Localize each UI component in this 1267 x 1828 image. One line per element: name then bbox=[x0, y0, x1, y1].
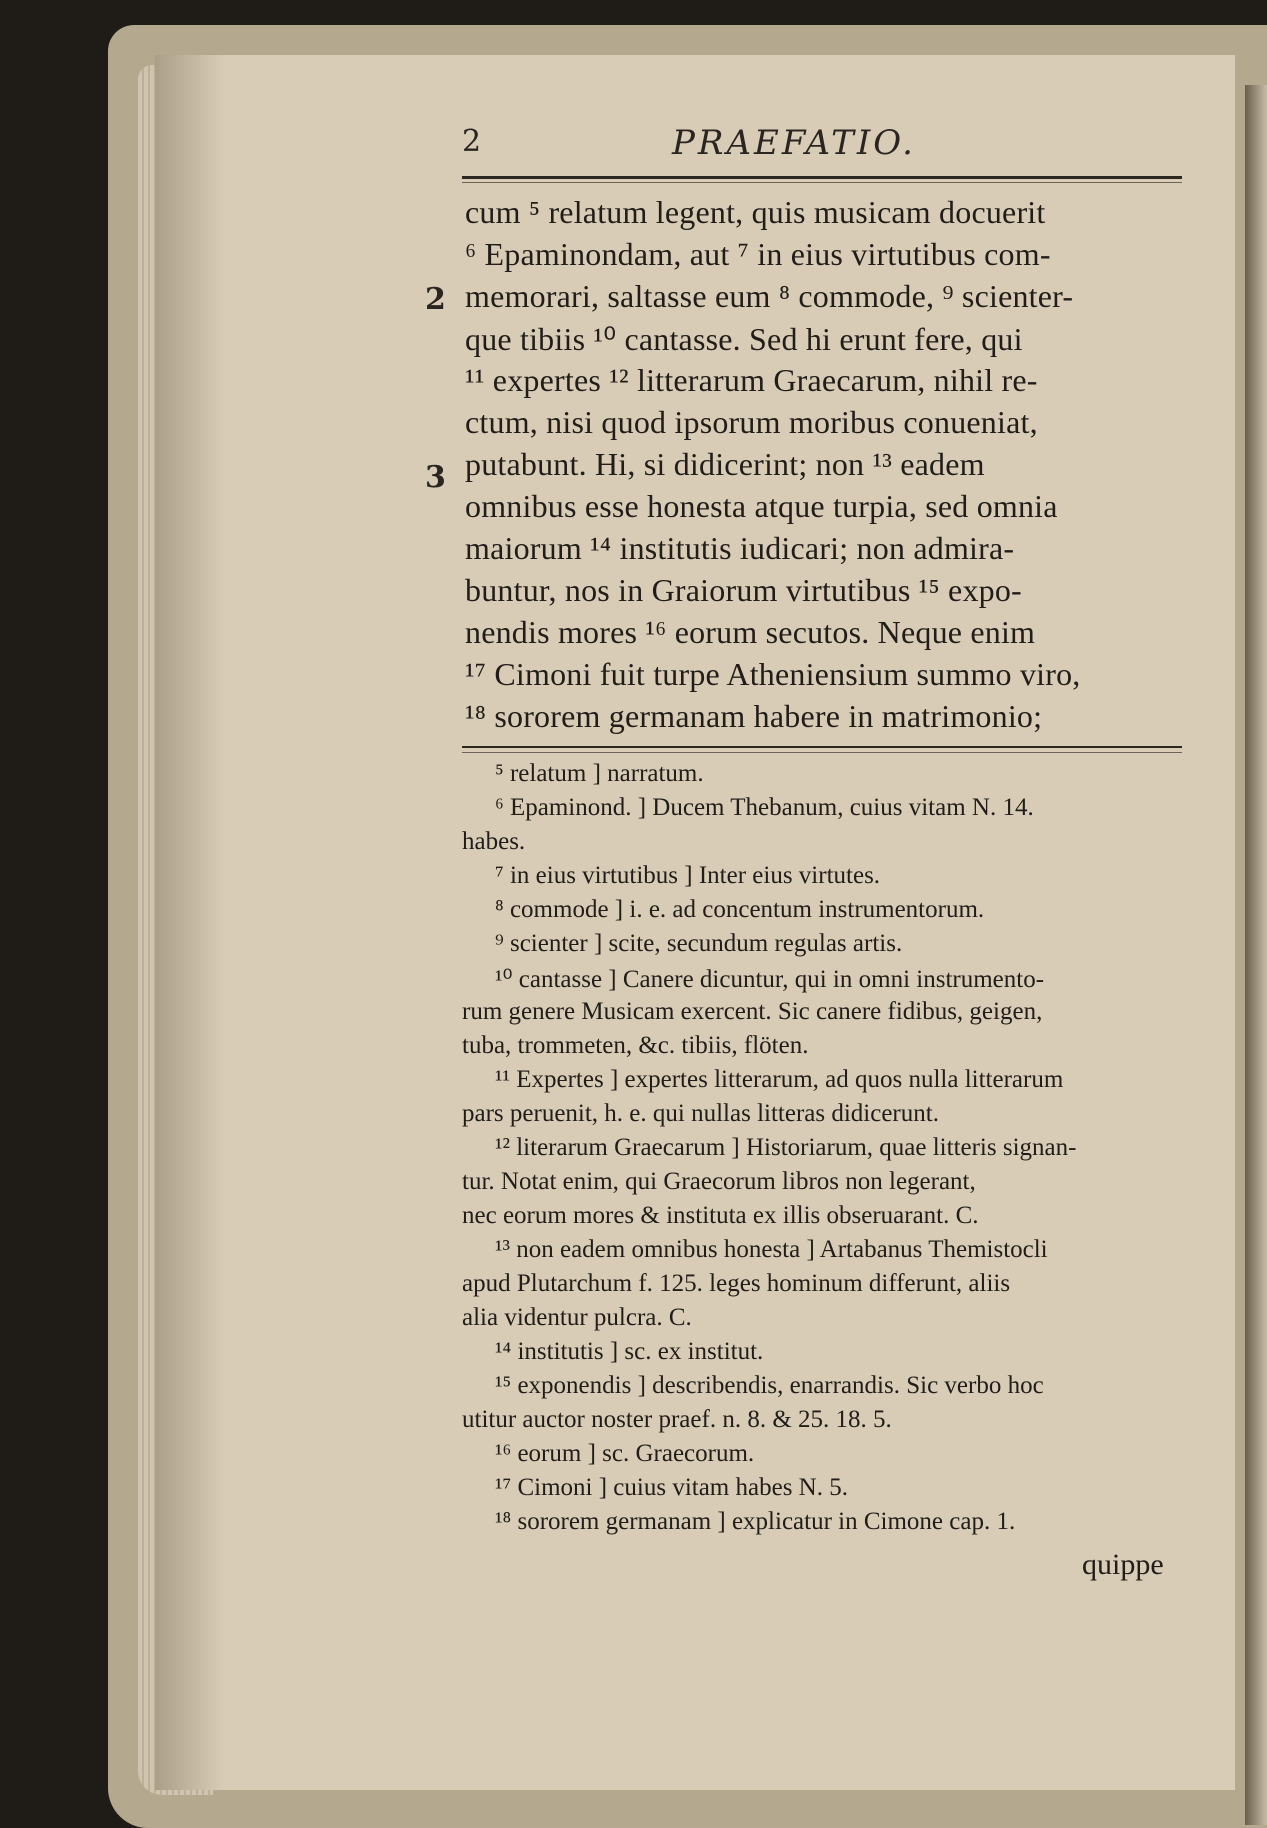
footnote-line: habes. bbox=[462, 828, 526, 855]
text-line: nendis mores ¹⁶ eorum secutos. Neque enim bbox=[465, 614, 1036, 650]
text-line: ¹⁸ sororem germanam habere in matrimonio; bbox=[465, 698, 1043, 734]
footnote-line: ¹⁷ Cimoni ] cuius vitam habes N. 5. bbox=[495, 1474, 848, 1501]
footnote-line: tuba, trommeten, &c. tibiis, flöten. bbox=[462, 1032, 809, 1059]
margin-number: 3 bbox=[425, 460, 446, 495]
margin-number: 2 bbox=[425, 282, 446, 317]
text-line: ¹¹ expertes ¹² litterarum Graecarum, nihil re- bbox=[465, 362, 1038, 398]
footnote-line: apud Plutarchum f. 125. leges hominum differunt, aliis bbox=[462, 1270, 1011, 1297]
footnote-line: ⁹ scienter ] scite, secundum regulas artis. bbox=[495, 930, 903, 957]
footnote-line: ¹⁵ exponendis ] describendis, enarrandis. Sic verbo hoc bbox=[495, 1372, 1044, 1399]
footnote-line: ¹⁰ cantasse ] Canere dicuntur, qui in omni instrumento- bbox=[495, 966, 1045, 993]
text-line: omnibus esse honesta atque turpia, sed omnia bbox=[465, 488, 1058, 524]
footnote-line: ⁶ Epaminond. ] Ducem Thebanum, cuius vitam N. 14. bbox=[495, 794, 1034, 821]
footnote-line: ⁵ relatum ] narratum. bbox=[495, 760, 704, 787]
footnote-line: rum genere Musicam exercent. Sic canere fidibus, geigen, bbox=[462, 998, 1043, 1025]
right-page-edge bbox=[1245, 85, 1267, 1825]
footnote-rule bbox=[462, 746, 1182, 748]
footnote-rule-thin bbox=[462, 752, 1182, 753]
gutter-shadow bbox=[155, 55, 225, 1790]
header-rule bbox=[462, 176, 1182, 179]
footnote-line: ¹⁴ institutis ] sc. ex institut. bbox=[495, 1338, 764, 1365]
footnote-line: ¹¹ Expertes ] expertes litterarum, ad quos nulla litterarum bbox=[495, 1066, 1064, 1093]
footnote-line: ¹³ non eadem omnibus honesta ] Artabanus Themistocli bbox=[495, 1236, 1048, 1263]
footnote-line: ⁷ in eius virtutibus ] Inter eius virtutes. bbox=[495, 862, 881, 889]
page-title: PRAEFATIO. bbox=[672, 123, 916, 163]
footnote-line: ⁸ commode ] i. e. ad concentum instrumentorum. bbox=[495, 896, 985, 923]
footnote-line: pars peruenit, h. e. qui nullas litteras didicerunt. bbox=[462, 1100, 939, 1127]
footnote-line: ¹⁸ sororem germanam ] explicatur in Cimone cap. 1. bbox=[495, 1508, 1016, 1535]
page-number: 2 bbox=[462, 124, 482, 159]
text-line: ¹⁷ Cimoni fuit turpe Atheniensium summo viro, bbox=[465, 656, 1081, 692]
text-line: maiorum ¹⁴ institutis iudicari; non admira- bbox=[465, 530, 1015, 566]
footnote-line: ¹² literarum Graecarum ] Historiarum, quae litteris signan- bbox=[495, 1134, 1077, 1161]
text-line: ctum, nisi quod ipsorum moribus conueniat, bbox=[465, 404, 1038, 440]
footnote-line: ¹⁶ eorum ] sc. Graecorum. bbox=[495, 1440, 755, 1467]
text-line: memorari, saltasse eum ⁸ commode, ⁹ scienter- bbox=[465, 278, 1074, 314]
footnote-line: tur. Notat enim, qui Graecorum libros non legerant, bbox=[462, 1168, 976, 1195]
text-line: ⁶ Epaminondam, aut ⁷ in eius virtutibus com- bbox=[465, 236, 1051, 272]
catchword: quippe bbox=[1082, 1548, 1164, 1581]
text-line: putabunt. Hi, si didicerint; non ¹³ eadem bbox=[465, 446, 985, 482]
text-line: buntur, nos in Graiorum virtutibus ¹⁵ expo- bbox=[465, 572, 1022, 608]
footnote-line: nec eorum mores & instituta ex illis obseruarant. C. bbox=[462, 1202, 979, 1229]
text-line: que tibiis ¹⁰ cantasse. Sed hi erunt fere, qui bbox=[465, 321, 1023, 357]
footnote-line: alia videntur pulcra. C. bbox=[462, 1304, 692, 1331]
header-rule-thin bbox=[462, 182, 1182, 183]
text-line: cum ⁵ relatum legent, quis musicam docuerit bbox=[465, 194, 1046, 230]
footnote-line: utitur auctor noster praef. n. 8. & 25. 18. 5. bbox=[462, 1406, 892, 1433]
